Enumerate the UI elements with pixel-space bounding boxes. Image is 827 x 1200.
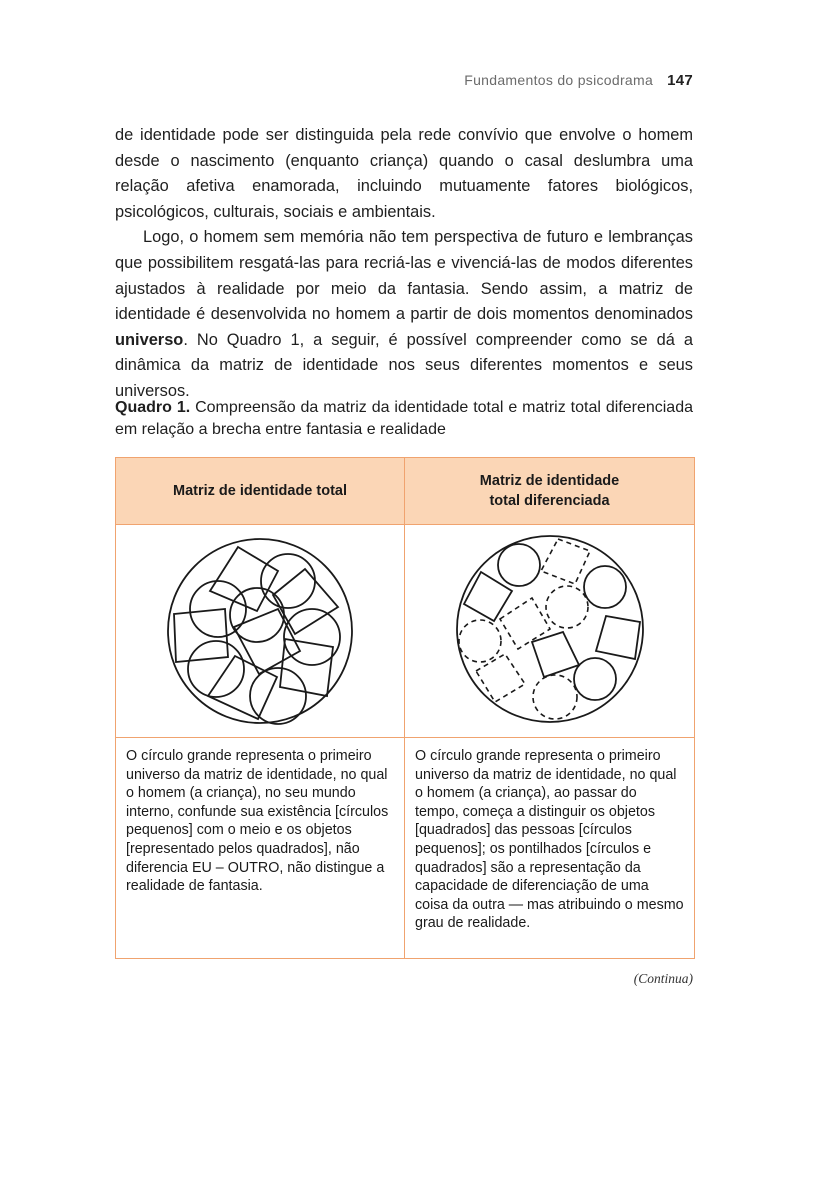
table-description-row [116, 738, 695, 959]
table-caption [115, 397, 693, 441]
large-circle-separated-solid-and-dashed-shapes-icon [450, 529, 650, 729]
book-title: Fundamentos do psicodrama [464, 72, 654, 88]
caption-label: Quadro 1. [115, 399, 191, 416]
body-text [115, 123, 693, 405]
caption-text: Compreensão da matriz da identidade total e matriz total diferenciada em relação a brecha entre fantasia e realidade [115, 399, 693, 438]
description-total: O círculo grande representa o primeiro universo da matriz de identidade, no qual o homem (a criança), no seu mundo interno, confunde sua existência [círculos pequenos] com o meio e os objetos [representado pelos quadrados], não diferencia EU – OUTRO, não distingue a realidade de fantasia. [116, 738, 405, 959]
table-header-row [116, 458, 695, 525]
running-head [464, 72, 693, 89]
column-header-diferenciada: Matriz de identidade total diferenciada [405, 458, 695, 525]
paragraph-1: de identidade pode ser distinguida pela rede convívio que envolve o homem desde o nascimento (enquanto criança) quando o casal deslumbra uma relação afetiva enamorada, incluindo mutuamente fatores biológicos, psicológicos, culturais, sociais e ambientais. [115, 126, 693, 221]
bold-term-universo: universo [115, 330, 184, 349]
column-header-total: Matriz de identidade total [116, 458, 405, 525]
table-figure-row [116, 525, 695, 738]
description-diferenciada: O círculo grande representa o primeiro universo da matriz de identidade, no qual o homem (a criança), ao passar do tempo, começa a distinguir os objetos [quadrados] das pessoas [círculos pequenos]; os pontilhados [círculos e quadrados] são a representação da capacidade de diferenciação de uma coisa da outra — mas atribuindo o mesmo grau de realidade. [405, 738, 695, 959]
quadro-1-table [115, 457, 695, 959]
large-circle-overlapping-circles-and-squares-icon [160, 529, 360, 729]
page-number: 147 [667, 72, 693, 89]
paragraph-2: Logo, o homem sem memória não tem perspectiva de futuro e lembranças que possibilitem resgatá-las para recriá-las e vivenciá-las de modos diferentes ajustados à realidade por meio da fantasia. Sendo assim, a matriz de identidade é desenvolvida no homem a partir de dois momentos denominados universo. No Quadro 1, a seguir, é possível compreender como se dá a dinâmica da matriz de identidade nos seus diferentes momentos e seus universos. [115, 228, 693, 400]
figure-cell-total [116, 525, 405, 738]
figure-cell-diferenciada [405, 525, 695, 738]
continuation-note: (Continua) [633, 971, 693, 986]
